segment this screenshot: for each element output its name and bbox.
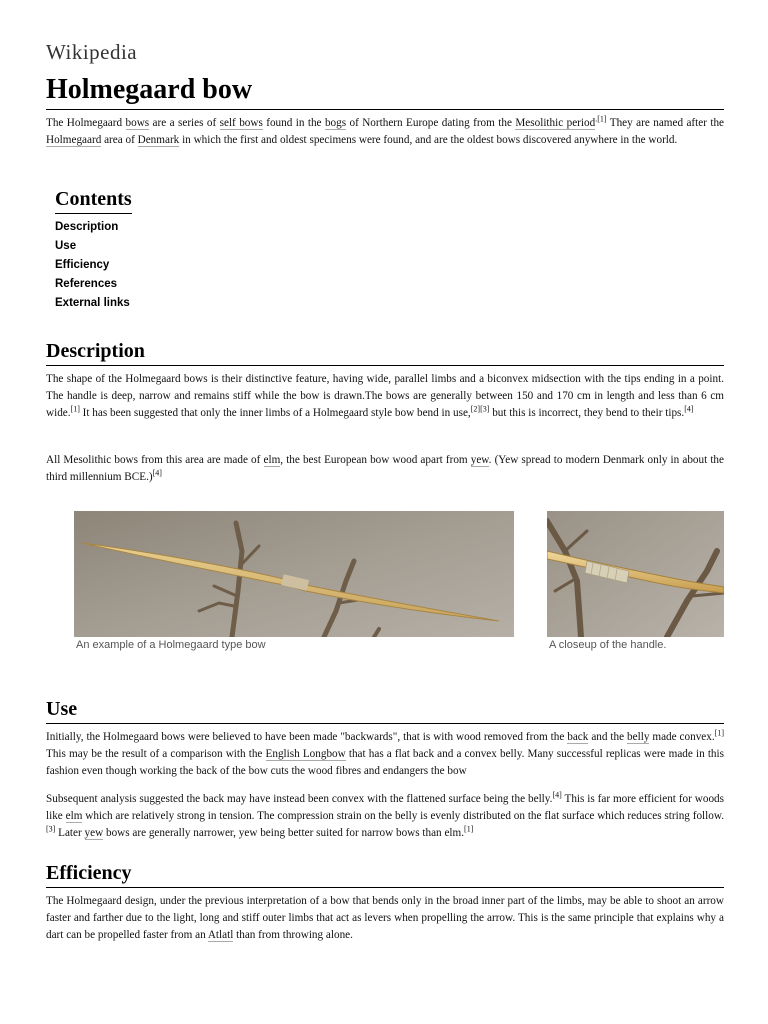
use-paragraph-1	[46, 729, 724, 780]
figure-caption: An example of a Holmegaard type bow	[76, 639, 266, 651]
page-title: Holmegaard bow	[46, 72, 724, 110]
figure-bow-example	[74, 511, 514, 651]
section-heading-efficiency: Efficiency	[46, 860, 724, 888]
wiki-link[interactable]: yew	[470, 454, 489, 466]
citation-ref[interactable]: [1]	[464, 824, 474, 834]
section-heading-description: Description	[46, 338, 724, 366]
efficiency-paragraph-1	[46, 893, 724, 944]
handle-closeup-illustration	[547, 511, 724, 637]
text-run: The Holmegaard	[46, 117, 126, 129]
wiki-link[interactable]: Atlatl	[207, 929, 234, 941]
toc-item-efficiency[interactable]: Efficiency	[55, 259, 110, 271]
text-run: They are named after the	[606, 117, 725, 129]
citation-ref[interactable]: [1]	[714, 728, 724, 738]
section-heading-use: Use	[46, 696, 724, 724]
wiki-link[interactable]: Denmark	[137, 134, 180, 146]
citation-ref[interactable]: [3]	[46, 824, 56, 834]
text-run: Later	[55, 827, 85, 839]
citation-ref[interactable]: [4]	[152, 468, 162, 478]
citation-ref[interactable]: [2][3]	[470, 404, 490, 414]
wiki-link[interactable]: elm	[263, 454, 281, 466]
wiki-link[interactable]: belly	[627, 731, 650, 743]
text-run: are a series of	[149, 117, 220, 129]
text-run: area of	[101, 134, 138, 146]
text-run: The Holmegaard design, under the previous interpretation of a bow that bends only in the broad inner part of the limbs, may be able to shoot an arrow faster and farther due to the light, long and stiff outer limbs that act as levers when propelling the arrow. This is the same principle that explains why a dart can be propelled faster from an	[46, 895, 724, 941]
toc-title: Contents	[55, 186, 132, 214]
text-run: but this is incorrect, they bend to their tips.	[489, 407, 685, 419]
wiki-link[interactable]: English Longbow	[265, 748, 346, 760]
wiki-link[interactable]: bows	[125, 117, 150, 129]
wiki-link[interactable]: back	[567, 731, 589, 743]
toc-item-external-links[interactable]: External links	[55, 297, 130, 309]
text-run: in which the first and oldest specimens were found, and are the oldest bows discovered anywhere in the world.	[179, 134, 678, 146]
wiki-link[interactable]: Mesolithic period	[515, 117, 596, 129]
toc-item-use[interactable]: Use	[55, 240, 77, 252]
text-run: , the best European bow wood apart from	[280, 454, 471, 466]
table-of-contents	[55, 186, 132, 313]
wiki-link[interactable]: elm	[65, 810, 83, 822]
figure-caption: A closeup of the handle.	[549, 639, 667, 651]
text-run: made convex.	[649, 731, 715, 743]
text-run: Initially, the Holmegaard bows were believed to have been made "backwards", that is with wood removed from the	[46, 731, 568, 743]
citation-ref[interactable]: [4]	[552, 790, 562, 800]
text-run: All Mesolithic bows from this area are made of	[46, 454, 264, 466]
text-run: . (Yew spread to modern Denmark only in about the third millennium BCE.)	[46, 454, 724, 483]
use-paragraph-2	[46, 791, 724, 842]
wiki-link[interactable]: Holmegaard	[46, 134, 102, 146]
citation-ref[interactable]: [4]	[684, 404, 694, 414]
description-paragraph-2	[46, 452, 724, 486]
bow-example-image[interactable]	[74, 511, 514, 637]
text-run: bows are generally narrower, yew being better suited for narrow bows than elm.	[103, 827, 465, 839]
text-run: of Northern Europe dating from the	[346, 117, 516, 129]
text-run: and the	[588, 731, 628, 743]
text-run: than from throwing alone.	[233, 929, 353, 941]
text-run: This is far more efficient for woods like	[46, 793, 724, 822]
description-paragraph-1	[46, 371, 724, 422]
toc-item-description[interactable]: Description	[55, 221, 119, 233]
toc-item-references[interactable]: References	[55, 278, 118, 290]
wiki-link[interactable]: self bows	[219, 117, 263, 129]
wikipedia-wordmark[interactable]: Wikipedia	[46, 40, 138, 64]
intro-paragraph	[46, 115, 724, 149]
handle-closeup-image[interactable]	[547, 511, 724, 637]
toc-list	[55, 218, 132, 313]
text-run: The shape of the Holmegaard bows is their distinctive feature, having wide, parallel limbs and a biconvex midsection with the tips ending in a point. The handle is deep, narrow and remains stiff while the bow is drawn.The bows are generally between 150 and 170 cm in length and less than 6 cm wide.	[46, 373, 724, 419]
bow-example-illustration	[74, 511, 514, 637]
figure-handle-closeup	[547, 511, 724, 651]
text-run: Subsequent analysis suggested the back may have instead been convex with the flattened surface being the belly.	[46, 793, 553, 805]
text-run: It has been suggested that only the inner limbs of a Holmegaard style bow bend in use,	[79, 407, 471, 419]
citation-ref[interactable]: [1]	[70, 404, 80, 414]
text-run: found in the	[262, 117, 325, 129]
wiki-link[interactable]: bogs	[324, 117, 347, 129]
citation-ref[interactable]: .[1]	[595, 114, 607, 124]
text-run: This may be the result of a comparison with the	[46, 748, 266, 760]
text-run: that has a flat back and a convex belly. Many successful replicas were made in this fashion even though working the back of the bow cuts the wood fibres and endangers the bow	[46, 748, 724, 777]
wiki-link[interactable]: yew	[84, 827, 104, 839]
text-run: which are relatively strong in tension. The compression strain on the belly is evenly distributed on the flat surface which reduces string follow.	[82, 810, 724, 822]
